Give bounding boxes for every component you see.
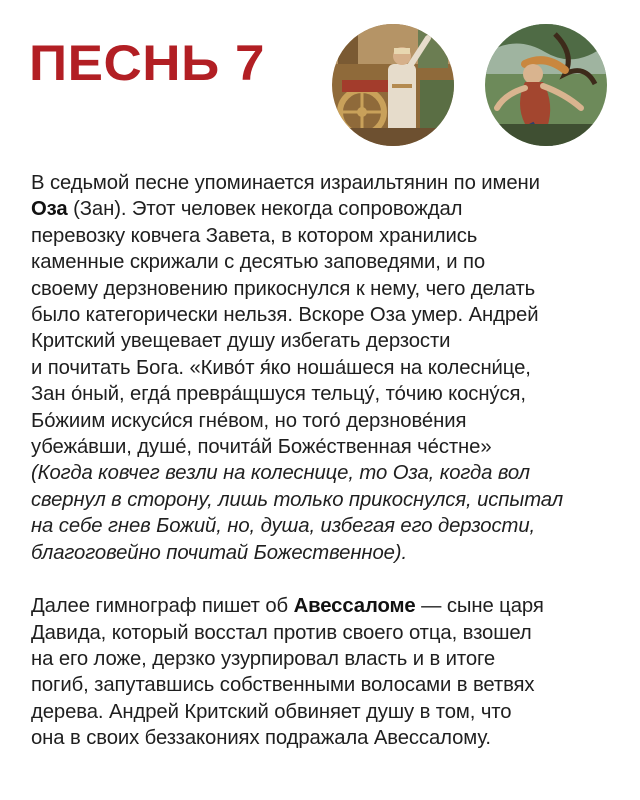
- translation-line: свернул в сторону, лишь только прикоснулся, испытал: [31, 488, 564, 511]
- name-absalom: Авессаломе: [293, 595, 416, 618]
- text-line: Бо́жиим искуси́ся гне́вом, но того́ дерзнове́ния: [31, 409, 467, 432]
- text-line: перевозку ковчега Завета, в котором хранились: [31, 224, 478, 247]
- text-fragment: Далее гимнограф пишет об: [31, 595, 294, 618]
- text-fragment: — сыне царя: [415, 595, 544, 618]
- text-line: каменные скрижали с десятью заповедями, и по: [31, 251, 486, 274]
- text-line: на его ложе, дерзко узурпировал власть и в итоге: [31, 647, 496, 670]
- text-line: дерева. Андрей Критский обвиняет душу в том, что: [31, 700, 512, 723]
- paragraph-oza: [31, 170, 626, 566]
- text-line: было категорически нельзя. Вскоре Оза умер. Андрей: [31, 304, 539, 327]
- paragraph-absalom: [31, 593, 626, 751]
- text-line: [31, 593, 626, 619]
- translation-line: (Когда ковчег везли на колеснице, то Оза, когда вол: [31, 462, 530, 485]
- ark-mosaic-image: [332, 24, 454, 146]
- text-line: погиб, запутавшись собственными волосами в ветвях: [31, 674, 535, 697]
- text-line: [31, 196, 626, 222]
- text-line: своему дерзновению прикоснулся к нему, чего делать: [31, 277, 536, 300]
- absalom-painting-image: [485, 24, 607, 146]
- text-line: Зан о́ный, егда́ превра́щшуся тельцу́, то́чию косну́ся,: [31, 383, 526, 406]
- page-title: ПЕСНЬ 7: [29, 35, 265, 91]
- text-line: В седьмой песне упоминается израильтянин по имени: [31, 172, 540, 194]
- article-body: [31, 170, 626, 752]
- translation-line: на себе гнев Божий, но, душа, избегая его дерзости,: [31, 515, 536, 538]
- text-fragment: (Зан). Этот человек некогда сопровождал: [67, 198, 463, 221]
- translation-line: благоговейно почитай Божественное).: [31, 541, 407, 564]
- text-line: и почитать Бога. «Киво́т я́ко ноша́шеся на колесни́це,: [31, 356, 531, 379]
- text-line: убежа́вши, душе́, почита́й Боже́ственная че́стне»: [31, 436, 492, 459]
- text-line: она в своих беззакониях подражала Авессалому.: [31, 727, 491, 750]
- text-line: Давида, который восстал против своего отца, взошел: [31, 621, 532, 644]
- name-oza: Оза: [31, 198, 68, 221]
- text-line: Критский увещевает душу избегать дерзости: [31, 330, 451, 353]
